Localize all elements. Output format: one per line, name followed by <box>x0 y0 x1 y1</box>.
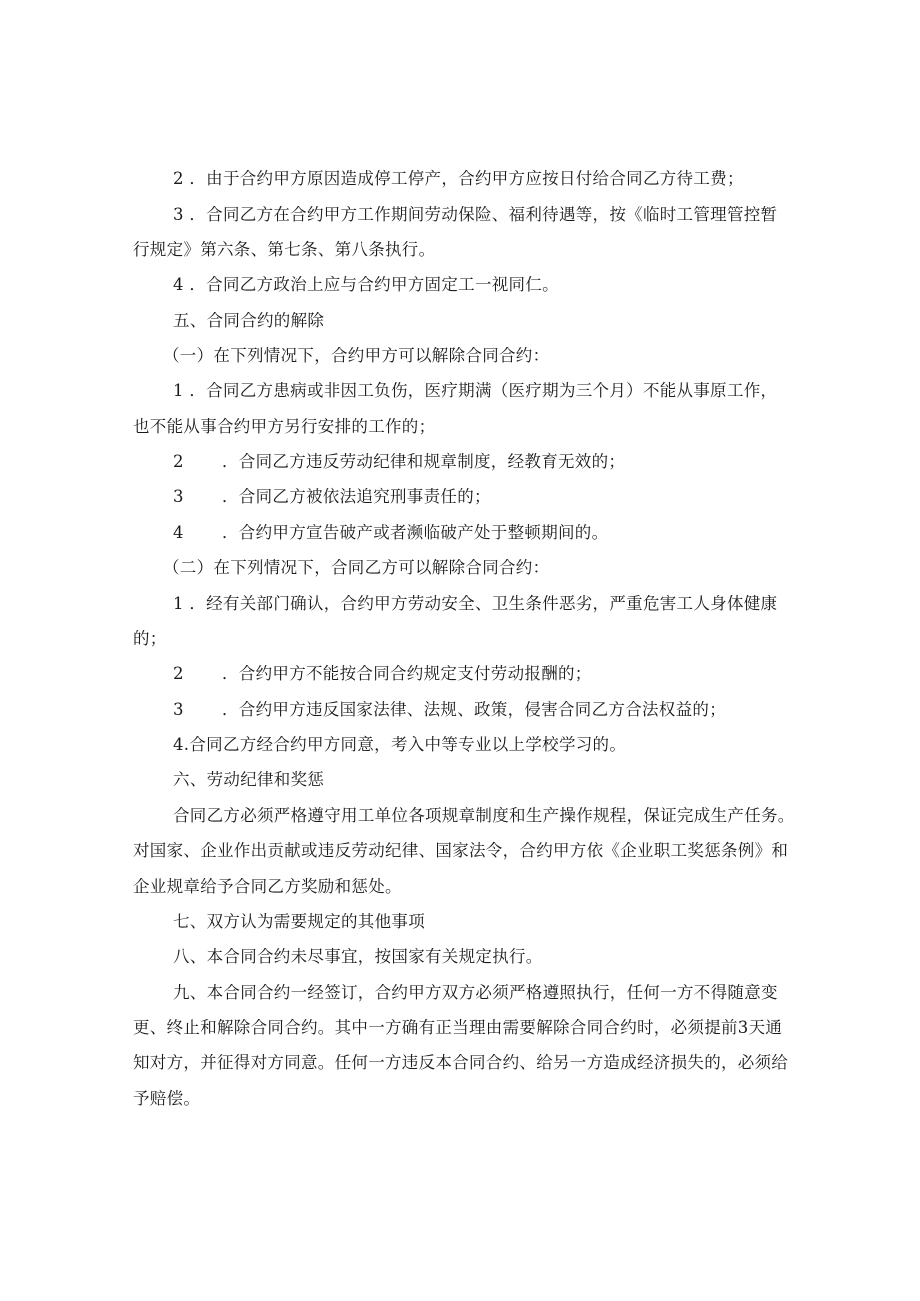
clause4-item3-line2: 行规定》第六条、第七条、第八条执行。 <box>133 240 436 259</box>
item-text: ．合同乙方违反劳动纪律和规章制度，经教育无效的； <box>222 452 626 471</box>
clause4-item2: 2 ．由于合约甲方原因造成停工停产，合约甲方应按日付给合同乙方待工费； <box>173 169 744 188</box>
clause9-line3: 知对方，并征得对方同意。任何一方违反本合同合约、给另一方造成经济损失的，必须给 <box>133 1053 789 1072</box>
clause4-item3-line1: 3 ．合同乙方在合约甲方工作期间劳动保险、福利待遇等，按《临时工管理管控暂 <box>173 205 778 224</box>
clause5-heading: 五、合同合约的解除 <box>173 311 325 330</box>
item-number: 2 <box>173 452 184 471</box>
clause5-sub1-item2 <box>173 452 625 472</box>
clause5-sub1-item4 <box>173 523 608 543</box>
clause6-para-line1: 合同乙方必须严格遵守用工单位各项规章制度和生产操作规程，保证完成生产任务。 <box>173 806 795 825</box>
item-number: 2 <box>173 664 184 683</box>
clause5-sub1-item3 <box>173 487 491 507</box>
item-text: ．合约甲方宣告破产或者濒临破产处于整顿期间的。 <box>222 523 609 542</box>
clause5-sub2-heading: （二）在下列情况下，合同乙方可以解除合同合约： <box>163 558 550 577</box>
clause5-sub1-item1-line2: 也不能从事合约甲方另行安排的工作的； <box>133 417 436 436</box>
clause6-para-line3: 企业规章给予合同乙方奖励和惩处。 <box>133 877 402 896</box>
clause5-sub2-item1-line2: 的； <box>133 629 167 648</box>
clause9-line1: 九、本合同合约一经签订，合约甲方双方必须严格遵照执行，任何一方不得随意变 <box>173 983 778 1002</box>
clause6-para-line2: 对国家、企业作出贡献或违反劳动纪律、国家法令，合约甲方依《企业职工奖惩条例》和 <box>133 841 789 860</box>
item-number: 3 <box>173 487 184 506</box>
clause5-sub2-item1-line1: 1 ．经有关部门确认，合约甲方劳动安全、卫生条件恶劣，严重危害工人身体健康 <box>173 594 778 613</box>
clause5-sub2-item2 <box>173 664 592 684</box>
clause5-sub2-item4: 4.合同乙方经合约甲方同意，考入中等专业以上学校学习的。 <box>173 735 627 754</box>
item-text: ．合约甲方违反国家法律、法规、政策，侵害合同乙方合法权益的； <box>222 700 726 719</box>
clause8-text: 八、本合同合约未尽事宜，按国家有关规定执行。 <box>173 947 543 966</box>
clause9-line4: 予赔偿。 <box>133 1089 201 1108</box>
clause7-heading: 七、双方认为需要规定的其他事项 <box>173 912 425 931</box>
item-text: ．合约甲方不能按合同合约规定支付劳动报酬的； <box>222 664 592 683</box>
clause5-sub1-item1-line1: 1 ．合同乙方患病或非因工负伤，医疗期满（医疗期为三个月）不能从事原工作， <box>173 381 778 400</box>
item-text: ．合同乙方被依法追究刑事责任的； <box>222 487 491 506</box>
item-number: 3 <box>173 700 184 719</box>
clause6-heading: 六、劳动纪律和奖惩 <box>173 770 325 789</box>
clause9-line2: 更、终止和解除合同合约。其中一方确有正当理由需要解除合同合约时，必须提前3天通 <box>133 1018 783 1037</box>
clause4-item4: 4 ．合同乙方政治上应与合约甲方固定工一视同仁。 <box>173 275 559 294</box>
clause5-sub2-item3 <box>173 700 726 720</box>
clause5-sub1-heading: （一）在下列情况下，合约甲方可以解除合同合约： <box>163 346 550 365</box>
item-number: 4 <box>173 523 184 542</box>
